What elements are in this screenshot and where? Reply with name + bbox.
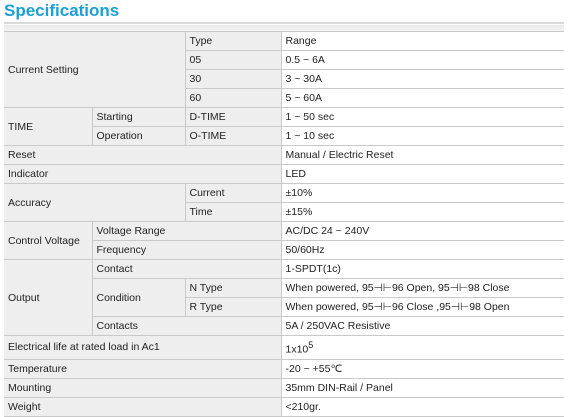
n-type-suffix: 98 Close <box>468 282 510 294</box>
temperature-value: -20 ~ +55℃ <box>281 359 564 378</box>
table-row <box>4 336 564 360</box>
temperature-label: Temperature <box>4 359 281 378</box>
range-cell: 5 ~ 60A <box>281 89 564 108</box>
accuracy-value-cell: ±15% <box>281 203 564 222</box>
output-label: Output <box>4 260 92 336</box>
table-row <box>4 108 564 127</box>
electrical-life-exponent: 5 <box>308 340 314 350</box>
time-label: TIME <box>4 108 92 146</box>
r-type-suffix: 98 Open <box>469 301 510 313</box>
table-row <box>4 32 564 51</box>
weight-label: Weight <box>4 397 281 416</box>
time-code-cell: D-TIME <box>185 108 281 127</box>
voltage-range-label: Voltage Range <box>92 222 281 241</box>
r-type-mid: 96 Close ,95 <box>391 301 451 313</box>
mounting-label: Mounting <box>4 378 281 397</box>
table-row <box>4 260 564 279</box>
time-value-cell: 1 ~ 10 sec <box>281 127 564 146</box>
table-row <box>4 359 564 378</box>
table-row <box>4 222 564 241</box>
n-type-label: N Type <box>185 279 281 298</box>
control-voltage-label: Control Voltage <box>4 222 92 260</box>
range-header: Range <box>281 32 564 51</box>
n-type-mid: 96 Open, 95 <box>391 282 450 294</box>
current-setting-label: Current Setting <box>4 32 185 108</box>
time-name-cell: Operation <box>92 127 185 146</box>
contact-open-icon: ⊣⊢ <box>450 301 470 313</box>
type-cell: 30 <box>185 70 281 89</box>
table-row <box>4 378 564 397</box>
weight-value: <210gr. <box>281 397 564 416</box>
voltage-range-value: AC/DC 24 ~ 240V <box>281 222 564 241</box>
time-name-cell: Starting <box>92 108 185 127</box>
condition-label: Condition <box>92 279 185 317</box>
n-type-prefix: When powered, 95 <box>285 282 374 294</box>
table-row <box>4 165 564 184</box>
contact-label: Contact <box>92 260 281 279</box>
accuracy-name-cell: Time <box>185 203 281 222</box>
contact-close-icon: ⊣⊢ <box>449 282 469 294</box>
page-title: Specifications <box>4 1 120 20</box>
electrical-life-value <box>281 336 564 360</box>
mounting-value: 35mm DIN-Rail / Panel <box>281 378 564 397</box>
indicator-value: LED <box>281 165 564 184</box>
table-row <box>4 184 564 203</box>
contact-value: 1-SPDT(1c) <box>281 260 564 279</box>
type-cell: 05 <box>185 51 281 70</box>
contacts-label: Contacts <box>92 317 281 336</box>
contacts-value: 5A / 250VAC Resistive <box>281 317 564 336</box>
reset-value: Manual / Electric Reset <box>281 146 564 165</box>
r-type-value <box>281 298 564 317</box>
accuracy-name-cell: Current <box>185 184 281 203</box>
contact-close-icon: ⊣⊢ <box>373 301 392 313</box>
title-divider <box>4 22 564 24</box>
type-cell: 60 <box>185 89 281 108</box>
table-row <box>4 397 564 416</box>
type-header: Type <box>185 32 281 51</box>
frequency-label: Frequency <box>92 241 281 260</box>
range-cell: 3 ~ 30A <box>281 70 564 89</box>
time-value-cell: 1 ~ 50 sec <box>281 108 564 127</box>
n-type-value <box>281 279 564 298</box>
r-type-label: R Type <box>185 298 281 317</box>
r-type-prefix: When powered, 95 <box>285 301 374 313</box>
indicator-label: Indicator <box>4 165 281 184</box>
specifications-table <box>4 31 564 417</box>
accuracy-label: Accuracy <box>4 184 185 222</box>
accuracy-value-cell: ±10% <box>281 184 564 203</box>
range-cell: 0.5 ~ 6A <box>281 51 564 70</box>
frequency-value: 50/60Hz <box>281 241 564 260</box>
contact-open-icon: ⊣⊢ <box>373 282 392 294</box>
reset-label: Reset <box>4 146 281 165</box>
electrical-life-base: 1x10 <box>285 343 309 356</box>
electrical-life-label: Electrical life at rated load in Ac1 <box>4 336 281 360</box>
table-row <box>4 146 564 165</box>
time-code-cell: O-TIME <box>185 127 281 146</box>
